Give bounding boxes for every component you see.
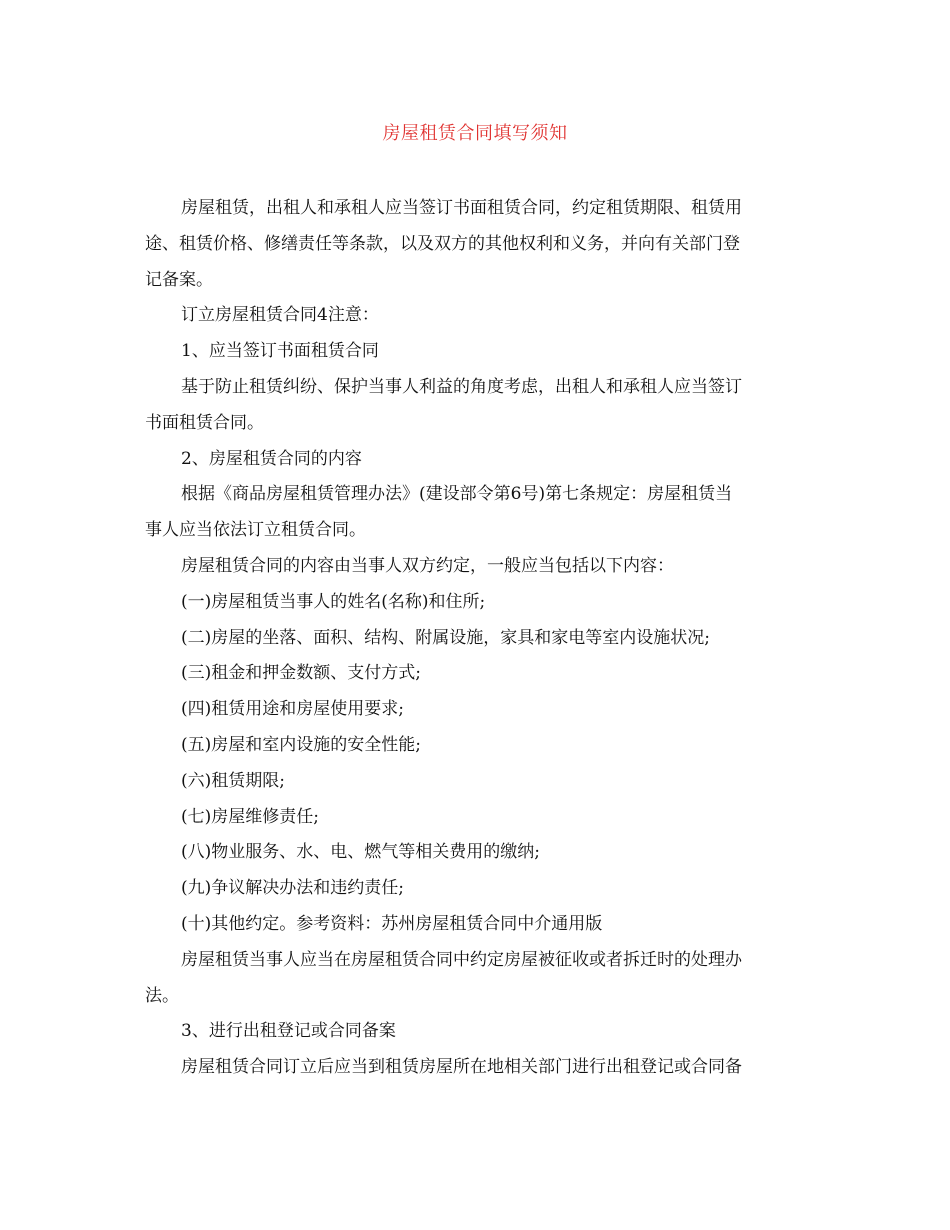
body-line: 事人应当依法订立租赁合同。 bbox=[145, 520, 366, 541]
document-body bbox=[145, 191, 800, 1086]
body-line: 法。 bbox=[145, 985, 179, 1006]
body-line: (六)租赁期限; bbox=[181, 770, 285, 791]
body-line: (二)房屋的坐落、面积、结构、附属设施，家具和家电等室内设施状况; bbox=[181, 627, 710, 648]
body-line: (九)争议解决办法和违约责任; bbox=[181, 878, 404, 899]
body-line: (一)房屋租赁当事人的姓名(名称)和住所; bbox=[181, 591, 486, 612]
body-line: 房屋租赁当事人应当在房屋租赁合同中约定房屋被征收或者拆迁时的处理办 bbox=[181, 949, 742, 970]
body-line: (三)租金和押金数额、支付方式; bbox=[181, 663, 421, 684]
body-line: 书面租赁合同。 bbox=[145, 412, 264, 433]
body-line: 房屋租赁合同订立后应当到租赁房屋所在地相关部门进行出租登记或合同备 bbox=[181, 1057, 742, 1078]
body-line: 2、房屋租赁合同的内容 bbox=[181, 448, 362, 469]
body-line: 记备案。 bbox=[145, 269, 213, 290]
body-line: 途、租赁价格、修缮责任等条款，以及双方的其他权利和义务，并向有关部门登 bbox=[145, 233, 740, 254]
body-line: 1、应当签订书面租赁合同 bbox=[181, 341, 379, 362]
body-line: 房屋租赁合同的内容由当事人双方约定，一般应当包括以下内容： bbox=[181, 555, 674, 576]
body-line: 房屋租赁，出租人和承租人应当签订书面租赁合同，约定租赁期限、租赁用 bbox=[181, 198, 742, 218]
body-line: (七)房屋维修责任; bbox=[181, 806, 319, 827]
body-line: 订立房屋租赁合同4注意： bbox=[181, 305, 379, 326]
body-line: (八)物业服务、水、电、燃气等相关费用的缴纳; bbox=[181, 842, 540, 863]
body-line: (五)房屋和室内设施的安全性能; bbox=[181, 734, 421, 755]
body-line: 根据《商品房屋租赁管理办法》(建设部令第6号)第七条规定：房屋租赁当 bbox=[181, 484, 733, 505]
body-line: 基于防止租赁纠纷、保护当事人利益的角度考虑，出租人和承租人应当签订 bbox=[181, 376, 742, 397]
document-title: 房屋租赁合同填写须知 bbox=[382, 123, 568, 144]
body-line: (四)租赁用途和房屋使用要求; bbox=[181, 699, 404, 720]
body-line: 3、进行出租登记或合同备案 bbox=[181, 1021, 396, 1042]
body-line: (十)其他约定。参考资料：苏州房屋租赁合同中介通用版 bbox=[181, 913, 603, 934]
